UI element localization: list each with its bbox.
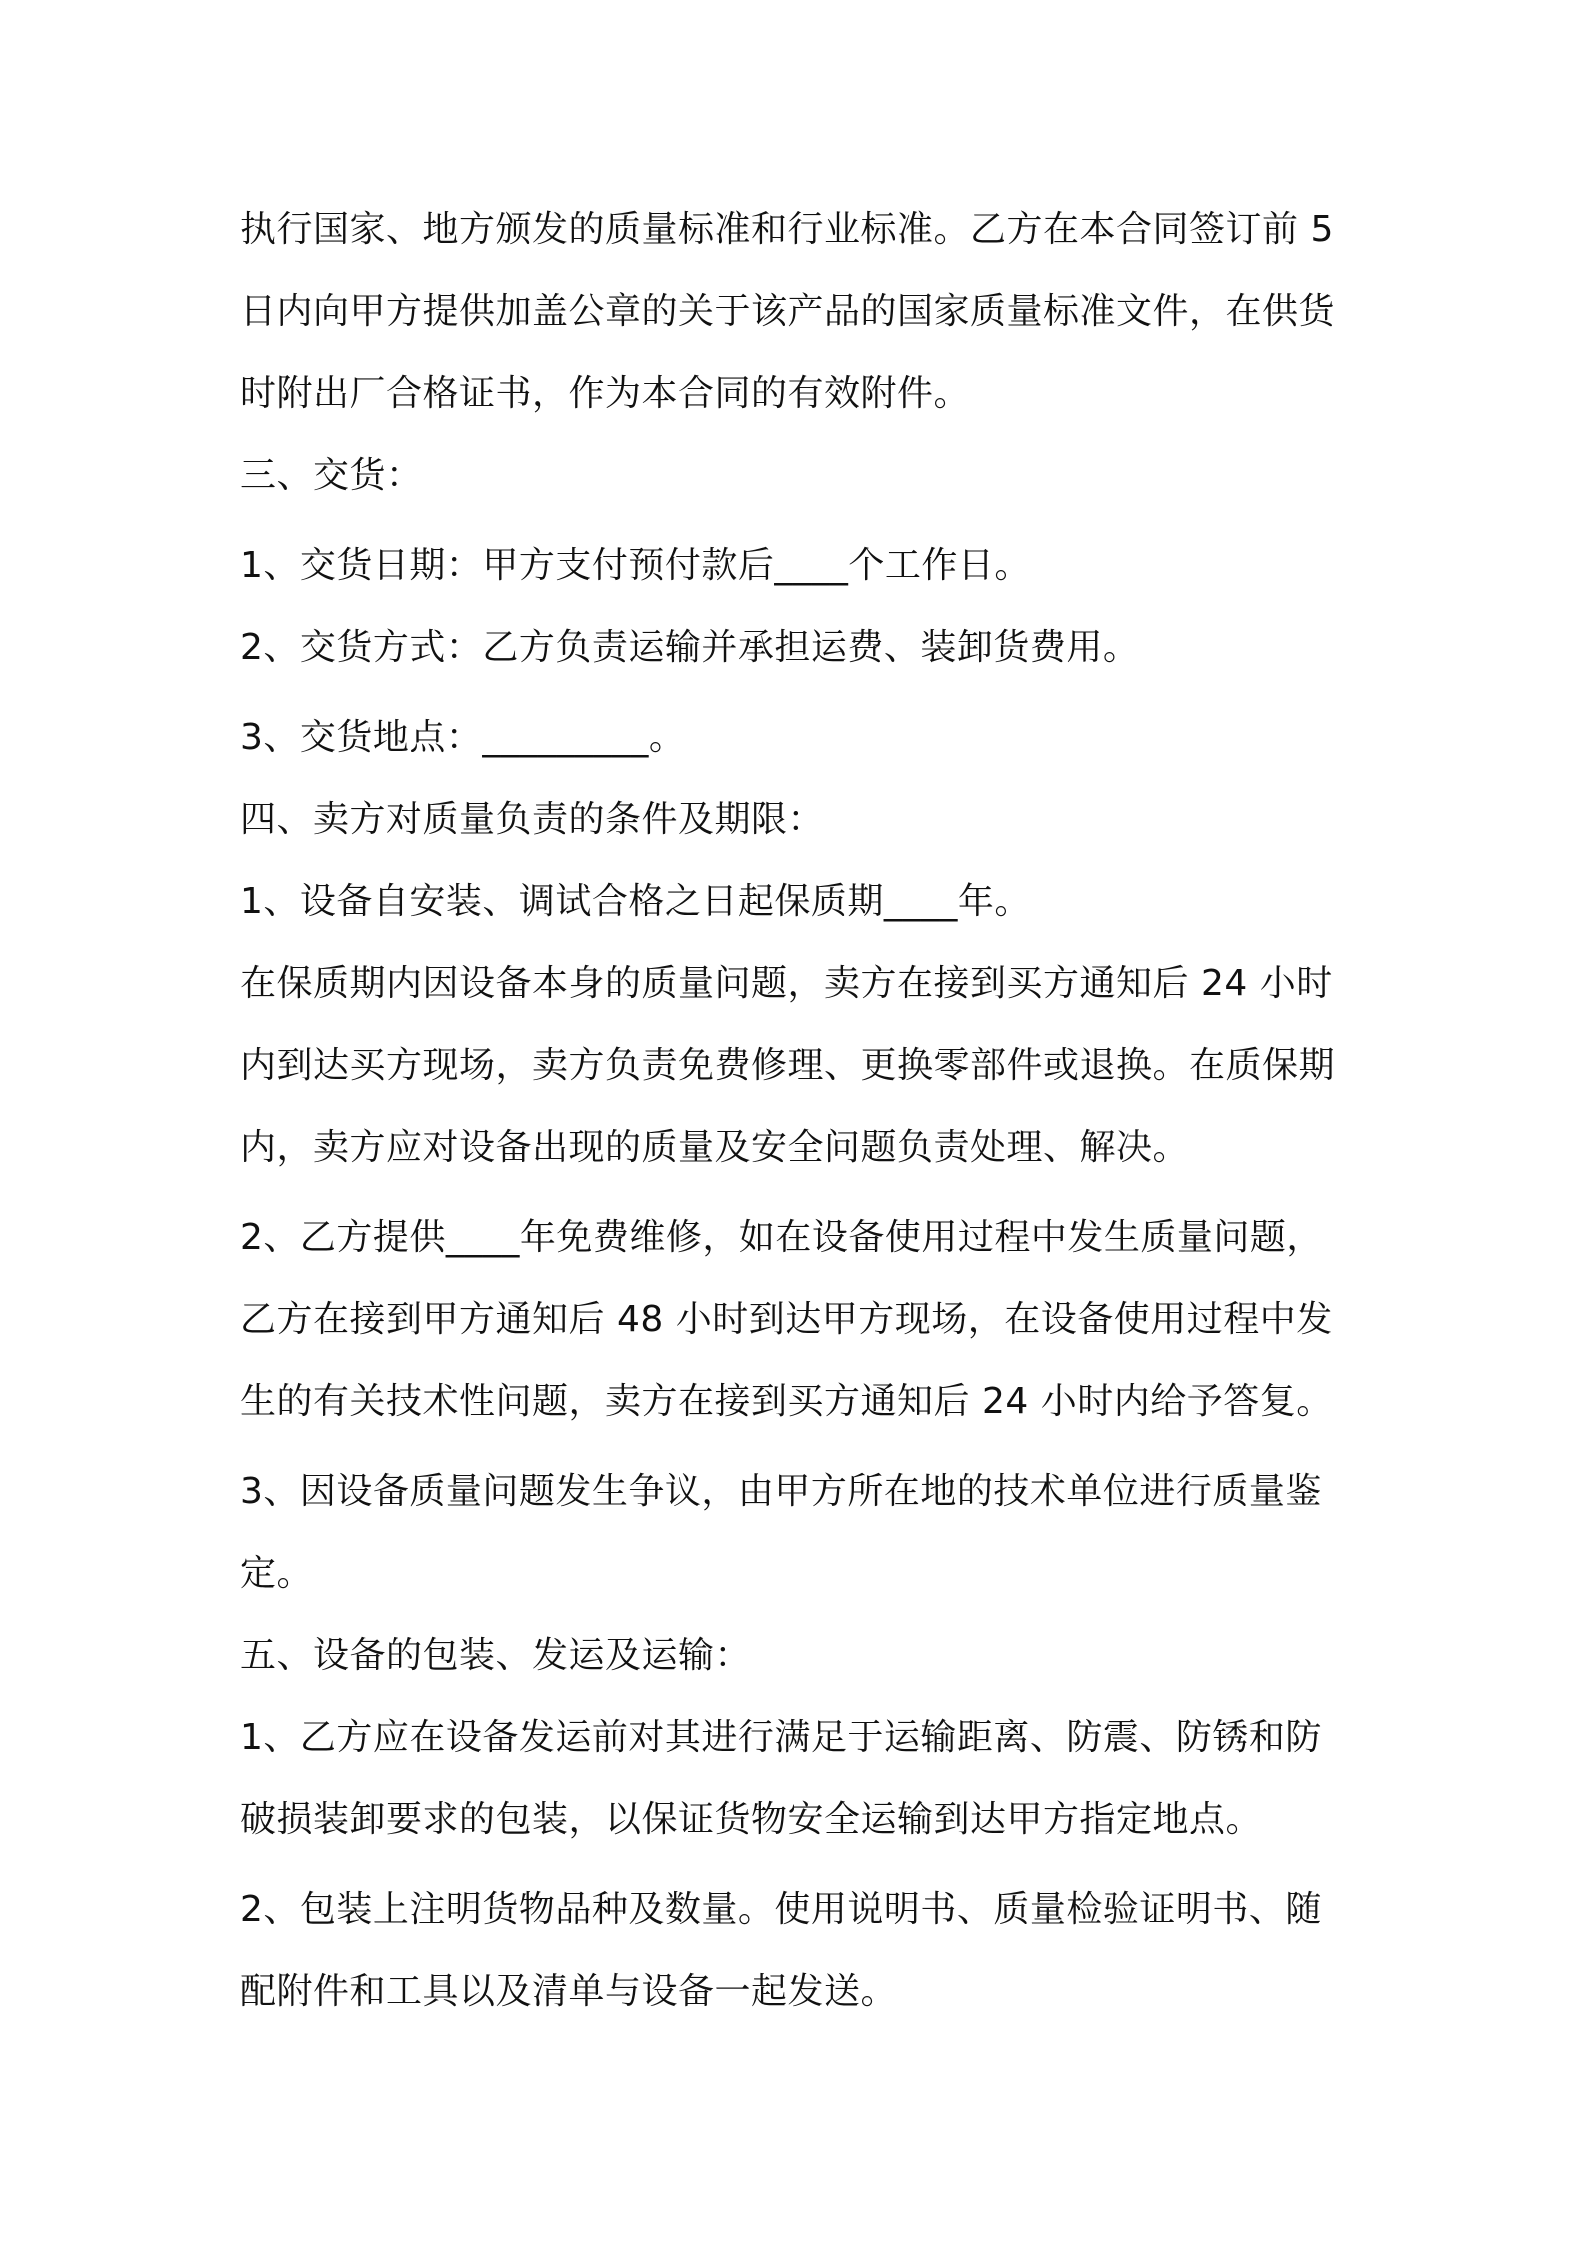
section-heading: 四、卖方对质量负责的条件及期限：	[240, 799, 825, 840]
text-line: 时附出厂合格证书，作为本合同的有效附件。	[240, 373, 971, 414]
text-line: 1、乙方应在设备发运前对其进行满足于运输距离、防震、防锈和防	[240, 1717, 1322, 1758]
text-line: 乙方在接到甲方通知后 48 小时到达甲方现场，在设备使用过程中发	[240, 1299, 1333, 1340]
text-line: 1、交货日期：甲方支付预付款后____个工作日。	[240, 545, 1031, 586]
section-heading: 五、设备的包装、发运及运输：	[240, 1635, 752, 1676]
text-line: 定。	[240, 1553, 314, 1594]
text-line: 生的有关技术性问题，卖方在接到买方通知后 24 小时内给予答复。	[240, 1381, 1333, 1422]
text-line: 2、交货方式：乙方负责运输并承担运费、装卸货费用。	[240, 627, 1140, 668]
text-line: 2、乙方提供____年免费维修，如在设备使用过程中发生质量问题，	[240, 1217, 1323, 1258]
text-line: 3、因设备质量问题发生争议，由甲方所在地的技术单位进行质量鉴	[240, 1471, 1322, 1512]
text-line: 3、交货地点：_________。	[240, 717, 686, 758]
text-line: 内，卖方应对设备出现的质量及安全问题负责处理、解决。	[240, 1127, 1190, 1168]
section-heading: 三、交货：	[240, 455, 423, 496]
text-line: 破损装卸要求的包装，以保证货物安全运输到达甲方指定地点。	[240, 1799, 1263, 1840]
text-line: 1、设备自安装、调试合格之日起保质期____年。	[240, 881, 1031, 922]
text-line: 执行国家、地方颁发的质量标准和行业标准。乙方在本合同签订前 5	[240, 209, 1334, 250]
text-line: 日内向甲方提供加盖公章的关于该产品的国家质量标准文件，在供货	[240, 291, 1336, 332]
text-line: 内到达买方现场，卖方负责免费修理、更换零部件或退换。在质保期	[240, 1045, 1336, 1086]
text-line: 配附件和工具以及清单与设备一起发送。	[240, 1971, 898, 2012]
text-line: 2、包装上注明货物品种及数量。使用说明书、质量检验证明书、随	[240, 1889, 1322, 1930]
text-line: 在保质期内因设备本身的质量问题，卖方在接到买方通知后 24 小时	[240, 963, 1333, 1004]
